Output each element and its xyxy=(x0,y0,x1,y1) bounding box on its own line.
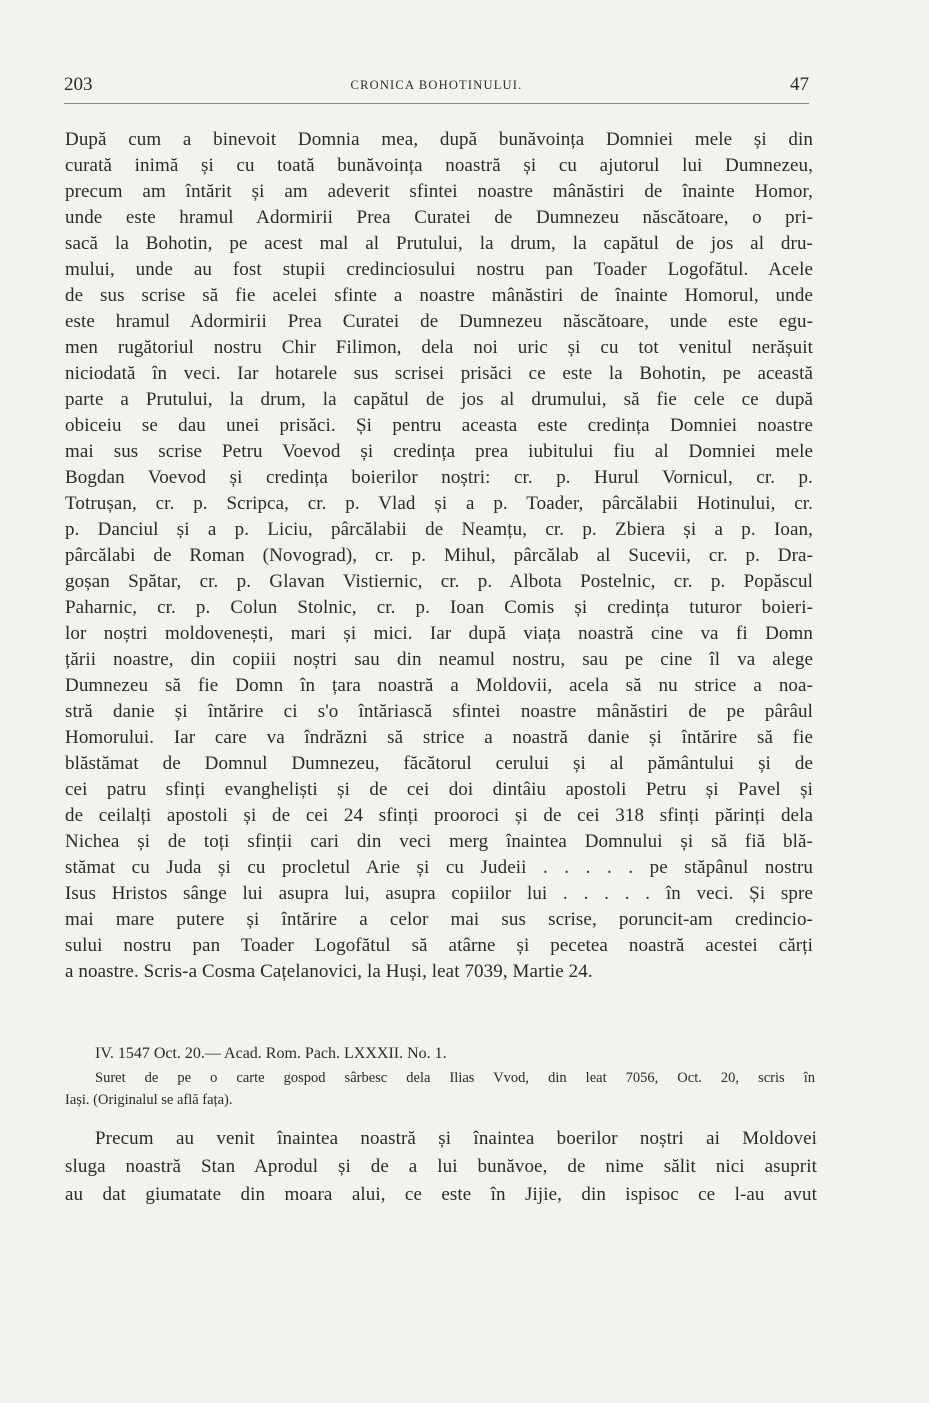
text-line: de ceilalți apostoli și de cei 24 sfinți prooroci și de cei 318 sfinți părinți dela xyxy=(65,805,813,826)
text-line: blăstămat de Domnul Dumnezeu, făcătorul cerului și al pământului și de xyxy=(65,753,813,774)
text-line: sluga noastră Stan Aprodul și de a lui bunăvoe, de nime sălit nici asuprit xyxy=(65,1156,817,1177)
text-line: Isus Hristos sânge lui asupra lui, asupra copiilor lui . . . . . în veci. Și spre xyxy=(65,883,813,904)
text-line: Precum au venit înaintea noastră și înaintea boerilor noștri ai Moldovei xyxy=(95,1128,817,1149)
page-number-left: 203 xyxy=(64,74,93,95)
text-line: Nichea și de toți sfinții cari din veci merg înaintea Domnului și să fiă blă- xyxy=(65,831,813,852)
text-line: mului, unde au fost stupii credinciosului nostru pan Toader Logofătul. Acele xyxy=(65,259,813,280)
summary-line: Iași. (Originalul se află fața). xyxy=(65,1092,233,1108)
text-line: Paharnic, cr. p. Colun Stolnic, cr. p. Ioan Comis și credința tuturor boieri- xyxy=(65,597,813,618)
text-line: precum am întărit și am adeverit sfintei noastre mânăstiri de înainte Homor, xyxy=(65,181,813,202)
text-line: stră danie și întărire ci s'o întăriască sfintei noastre mânăstiri de pe pârâul xyxy=(65,701,813,722)
text-line: După cum a binevoit Domnia mea, după bunăvoința Domniei mele și din xyxy=(65,129,813,150)
document-summary xyxy=(65,1067,815,1111)
text-line: Bogdan Voevod și credința boierilor noștri: cr. p. Hurul Vornicul, cr. p. xyxy=(65,467,813,488)
text-line: lor noștri moldovenești, mari și mici. Iar după viața noastră cine va fi Domn xyxy=(65,623,813,644)
document-paragraph xyxy=(65,1125,817,1209)
text-line: cei patru sfinți evangheliști și de cei doi dintâiu apostoli Petru și Pavel și xyxy=(65,779,813,800)
summary-line: Suret de pe o carte gospod sârbesc dela Ilias Vvod, din leat 7056, Oct. 20, scris în xyxy=(95,1070,815,1086)
text-line: curată inimă și cu toată bunăvoința noastră și cu ajutorul lui Dumnezeu, xyxy=(65,155,813,176)
text-line: Totrușan, cr. p. Scripca, cr. p. Vlad și a p. Toader, pârcălabii Hotinului, cr. xyxy=(65,493,813,514)
text-line: mai mare putere și întărire a celor mai sus scrise, poruncit-am credincio- xyxy=(65,909,813,930)
text-line: niciodată în veci. Iar hotarele sus scrisei prisăci ce este la Bohotin, pe această xyxy=(65,363,813,384)
text-line: au dat giumatate din moara alui, ce este în Jijie, din ispisoc ce l-au avut xyxy=(65,1184,817,1205)
document-heading: IV. 1547 Oct. 20.— Acad. Rom. Pach. LXXXII. No. 1. xyxy=(95,1045,447,1062)
text-line: sacă la Bohotin, pe acest mal al Prutului, la drum, la capătul de jos al dru- xyxy=(65,233,813,254)
text-line: parte a Prutului, la drum, la capătul de jos al drumului, să fie cele ce după xyxy=(65,389,813,410)
text-line: men rugătoriul nostru Chir Filimon, dela noi uric și cu tot venitul nerășuit xyxy=(65,337,813,358)
text-line: țării noastre, din copiii noștri sau din neamul nostru, sau pe cine îl va alege xyxy=(65,649,813,670)
text-line: sului nostru pan Toader Logofătul să atârne și pecetea noastră acestei cărți xyxy=(65,935,813,956)
text-line: Dumnezeu să fie Domn în țara noastră a Moldovii, acela să nu strice a noa- xyxy=(65,675,813,696)
text-line: a noastre. Scris-a Cosma Cațelanovici, la Huși, leat 7039, Martie 24. xyxy=(65,961,593,982)
text-line: este hramul Adormirii Prea Curatei de Dumnezeu născătoare, unde este egu- xyxy=(65,311,813,332)
text-line: unde este hramul Adormirii Prea Curatei de Dumnezeu născătoare, o pri- xyxy=(65,207,813,228)
page-number-right: 47 xyxy=(790,74,809,95)
running-title: CRONICA BOHOTINULUI. xyxy=(350,78,523,92)
header-rule xyxy=(64,103,809,104)
text-line: stămat cu Juda și cu procletul Arie și cu Judeii . . . . . pe stăpânul nostru xyxy=(65,857,813,878)
text-line: mai sus scrise Petru Voevod și credința prea iubitului fiu al Domniei mele xyxy=(65,441,813,462)
text-line: Homorului. Iar care va îndrăzni să strice a noastră danie și întărire să fie xyxy=(65,727,813,748)
text-line: obiceiu se dau unei prisăci. Și pentru aceasta este credința Domniei noastre xyxy=(65,415,813,436)
running-head xyxy=(64,74,809,98)
charter-paragraph xyxy=(65,127,813,985)
text-line: pârcălabi de Roman (Novograd), cr. p. Mihul, pârcălab al Sucevii, cr. p. Dra- xyxy=(65,545,813,566)
text-line: goșan Spătar, cr. p. Glavan Vistiernic, cr. p. Albota Postelnic, cr. p. Popăscul xyxy=(65,571,813,592)
text-line: p. Danciul și a p. Liciu, pârcălabii de Neamțu, cr. p. Zbiera și a p. Ioan, xyxy=(65,519,813,540)
text-line: de sus scrise să fie acelei sfinte a noastre mânăstiri de înainte Homorul, unde xyxy=(65,285,813,306)
